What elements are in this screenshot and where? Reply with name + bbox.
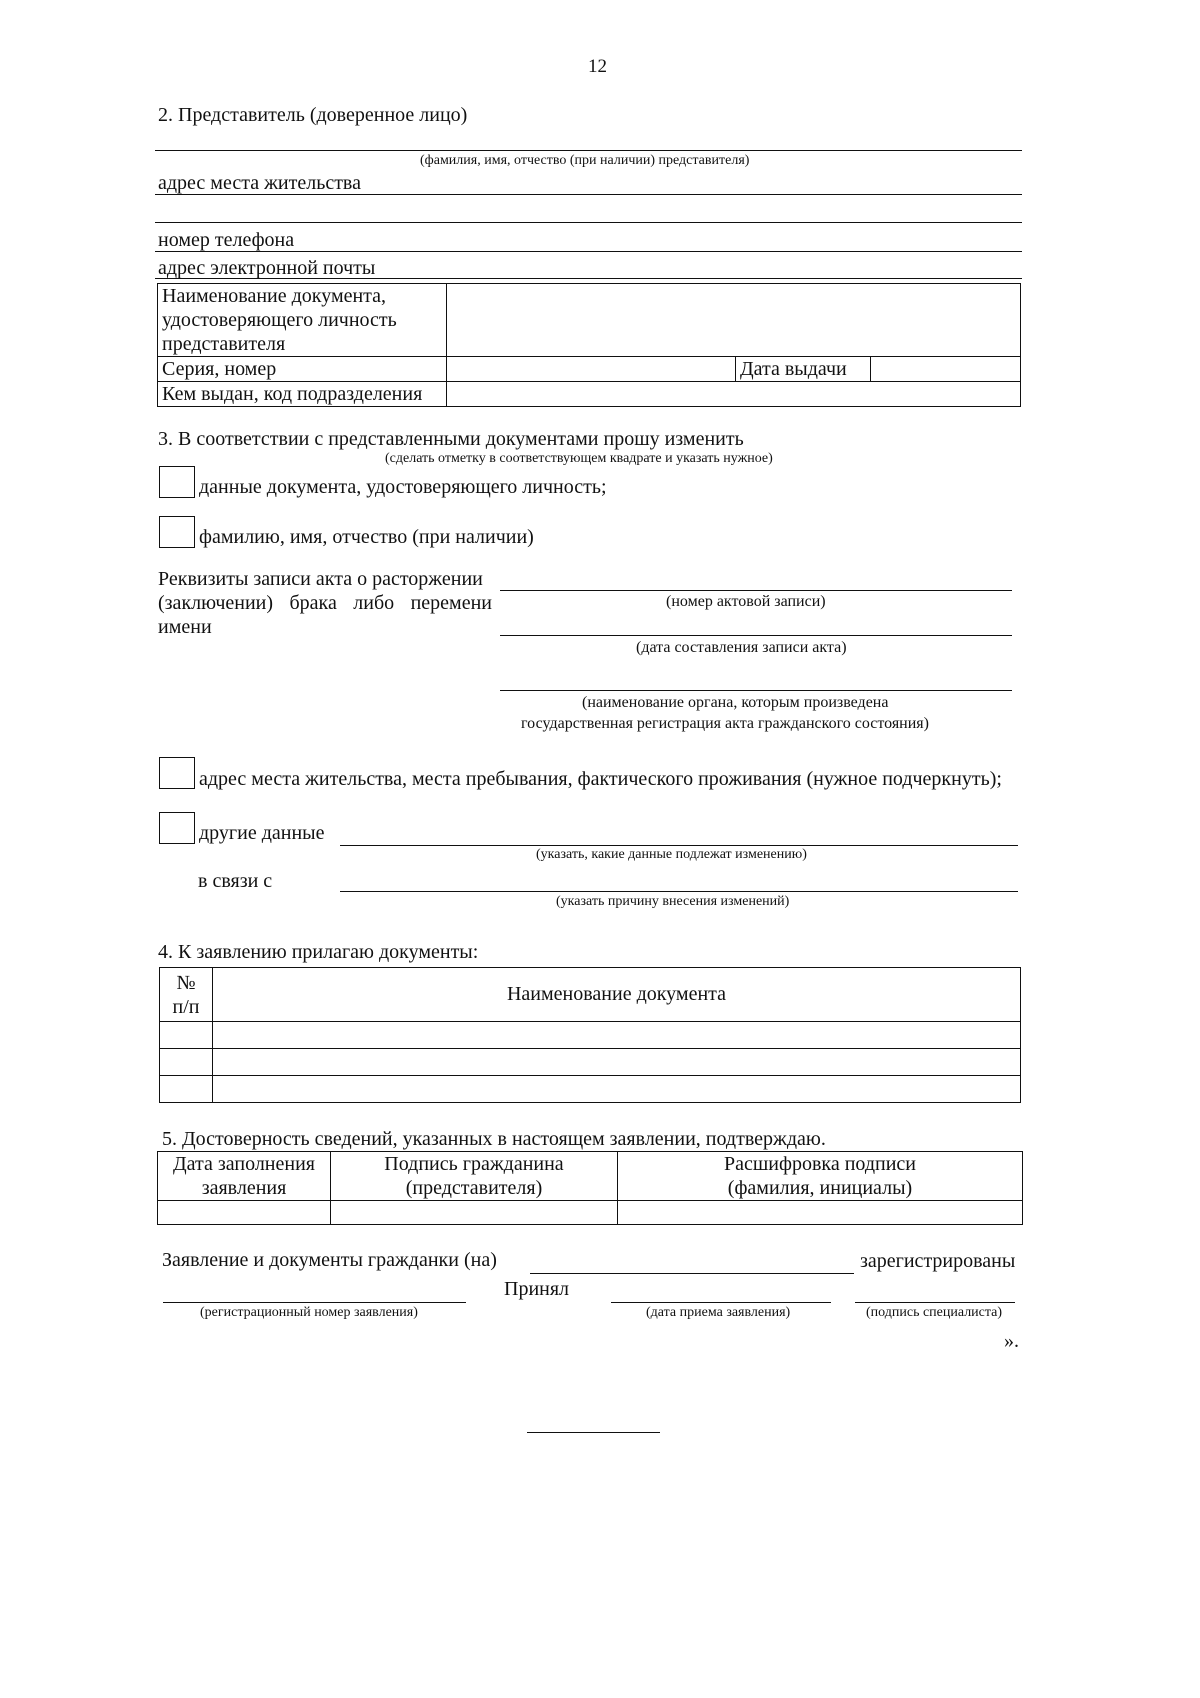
act-number-caption: (номер актовой записи) [666, 593, 826, 610]
act-organ-caption-line2: государственная регистрация акта гражданского состояния) [521, 715, 929, 732]
registered-label: зарегистрированы [860, 1250, 1016, 1272]
col-num-header [160, 968, 213, 1022]
col-num-line1: № [176, 971, 196, 994]
option-full-name: фамилию, имя, отчество (при наличии) [199, 526, 534, 548]
accepted-label: Принял [504, 1278, 570, 1300]
confirmation-table [157, 1151, 1023, 1225]
act-label-line3: имени [158, 616, 212, 638]
num-cell[interactable] [160, 1049, 213, 1076]
address-label: адрес места жительства [158, 172, 361, 194]
series-number-value[interactable] [447, 357, 736, 382]
signature-decode-cell[interactable] [618, 1201, 1023, 1225]
act-number-line[interactable] [500, 590, 1012, 591]
col-doc-name-header: Наименование документа [213, 968, 1021, 1022]
section3-caption: (сделать отметку в соответствующем квадрате и указать нужное) [385, 451, 773, 466]
specialist-caption: (подпись специалиста) [866, 1305, 1003, 1320]
num-cell[interactable] [160, 1022, 213, 1049]
table-row [160, 1049, 1021, 1076]
closing-quote: ». [1004, 1330, 1019, 1352]
section4-heading: 4. К заявлению прилагаю документы: [158, 941, 479, 963]
representative-name-line[interactable] [155, 150, 1022, 151]
doc-cell[interactable] [213, 1076, 1021, 1103]
phone-line[interactable] [155, 251, 1022, 252]
other-data-caption: (указать, какие данные подлежат изменению) [536, 847, 807, 862]
doc-name-line3: представителя [162, 333, 286, 355]
col-date-line2: заявления [201, 1177, 287, 1199]
checkbox-other-data[interactable] [159, 812, 195, 844]
other-data-line[interactable] [340, 845, 1018, 846]
doc-name-line1: Наименование документа, [162, 285, 387, 307]
issue-date-label: Дата выдачи [736, 357, 871, 382]
col-date-header [158, 1152, 331, 1201]
act-date-line[interactable] [500, 635, 1012, 636]
col-decode-header [618, 1152, 1023, 1201]
col-sign-line2: (представителя) [405, 1177, 543, 1199]
doc-name-value-cell[interactable] [447, 284, 1021, 357]
page-number: 12 [588, 56, 607, 77]
act-date-caption: (дата составления записи акта) [636, 639, 847, 656]
docs-text: Заявление и документы гражданки (на) [162, 1249, 497, 1271]
reason-caption: (указать причину внесения изменений) [556, 894, 790, 909]
checkbox-full-name[interactable] [159, 516, 195, 548]
col-sign-line1: Подпись гражданина [384, 1153, 564, 1175]
fill-date-cell[interactable] [158, 1201, 331, 1225]
checkbox-document-data[interactable] [159, 466, 195, 498]
table-row [160, 1022, 1021, 1049]
reason-line[interactable] [340, 891, 1018, 892]
option-document-data: данные документа, удостоверяющего личность; [199, 476, 607, 498]
act-label-line1: Реквизиты записи акта о расторжении [158, 568, 483, 590]
email-label: адрес электронной почты [158, 257, 376, 279]
checkbox-address[interactable] [159, 757, 195, 789]
date-line[interactable] [611, 1302, 831, 1303]
email-line[interactable] [155, 278, 1022, 279]
act-organ-line[interactable] [500, 690, 1012, 691]
col-num-line2: п/п [172, 995, 200, 1018]
doc-name-line2: удостоверяющего личность [162, 309, 397, 331]
col-sign-header [331, 1152, 618, 1201]
option-address: адрес места жительства, места пребывания, фактического проживания (нужное подчеркнуть); [199, 768, 1002, 790]
doc-name-label-cell [158, 284, 447, 357]
date-caption: (дата приема заявления) [646, 1305, 791, 1320]
docs-line[interactable] [530, 1273, 854, 1274]
reg-number-line[interactable] [163, 1302, 466, 1303]
col-date-line1: Дата заполнения [173, 1153, 315, 1175]
act-label-line2: (заключении) брака либо перемени [158, 592, 492, 614]
reg-number-caption: (регистрационный номер заявления) [200, 1305, 418, 1320]
representative-name-caption: (фамилия, имя, отчество (при наличии) представителя) [420, 153, 750, 168]
signature-cell[interactable] [331, 1201, 618, 1225]
section2-heading: 2. Представитель (доверенное лицо) [158, 104, 468, 126]
doc-cell[interactable] [213, 1022, 1021, 1049]
issue-date-value[interactable] [871, 357, 1021, 382]
option-other-data: другие данные [199, 822, 325, 844]
end-rule [527, 1432, 660, 1433]
doc-cell[interactable] [213, 1049, 1021, 1076]
table-row [158, 1201, 1023, 1225]
series-number-label: Серия, номер [158, 357, 447, 382]
section5-heading: 5. Достоверность сведений, указанных в настоящем заявлении, подтверждаю. [162, 1128, 826, 1150]
col-decode-line1: Расшифровка подписи [724, 1153, 916, 1175]
col-decode-line2: (фамилия, инициалы) [727, 1177, 913, 1199]
address-line-1[interactable] [155, 194, 1022, 195]
representative-document-table [157, 283, 1021, 407]
section3-heading: 3. В соответствии с представленными документами прошу изменить [158, 428, 744, 450]
table-row [160, 1076, 1021, 1103]
num-cell[interactable] [160, 1076, 213, 1103]
issued-by-value[interactable] [447, 382, 1021, 407]
address-line-2[interactable] [155, 222, 1022, 223]
act-organ-caption-line1: (наименование органа, которым произведена [582, 694, 889, 711]
phone-label: номер телефона [158, 229, 295, 251]
specialist-line[interactable] [855, 1302, 1015, 1303]
issued-by-label: Кем выдан, код подразделения [158, 382, 447, 407]
reason-label: в связи с [198, 870, 273, 892]
attached-documents-table [159, 967, 1021, 1103]
